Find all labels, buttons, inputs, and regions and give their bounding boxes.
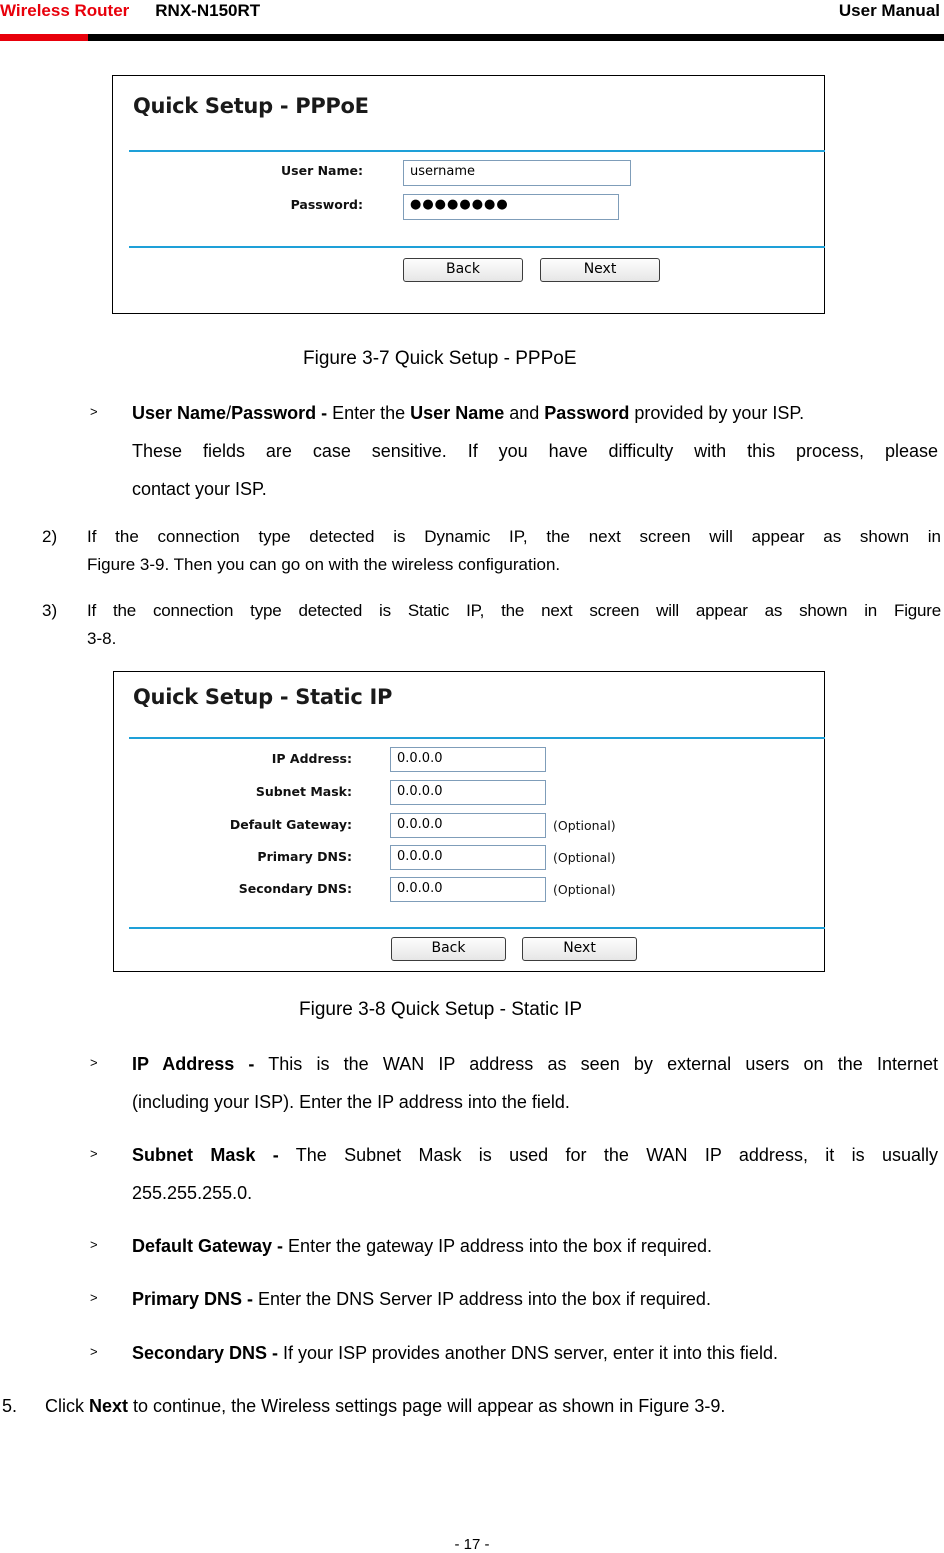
ip-address-input[interactable]: 0.0.0.0: [390, 747, 546, 772]
secondary-dns-input[interactable]: 0.0.0.0: [390, 877, 546, 902]
pppoe-back-button[interactable]: Back: [403, 258, 523, 282]
term-user-name-2: User Name: [410, 403, 505, 423]
figure-3-8-caption: Figure 3-8 Quick Setup - Static IP: [299, 999, 583, 1020]
header-product-name: Wireless Router: [0, 1, 130, 20]
pppoe-bullet-end: provided by your ISP.: [629, 403, 805, 423]
step-2-line2: Figure 3-9. Then you can go on with the wireless configuration.: [87, 555, 561, 574]
bullet-subnet-mask-line1: [132, 1136, 938, 1174]
pppoe-screenshot: [112, 75, 825, 314]
ip-address-label: IP Address:: [271, 751, 352, 766]
term-secondary-dns: Secondary DNS -: [132, 1343, 279, 1363]
header-rule-black: [88, 34, 944, 41]
bullet-arrow-icon: >: [90, 1146, 98, 1161]
term-password: Password -: [231, 403, 328, 423]
subnet-mask-input[interactable]: 0.0.0.0: [390, 780, 546, 805]
step-3-line1: If the connection type detected is Static IP, the next screen will appear as shown in Figure: [87, 601, 941, 620]
pppoe-next-button[interactable]: Next: [540, 258, 660, 282]
primary-dns-label: Primary DNS:: [257, 849, 352, 864]
bullet-subnet-mask-line2: 255.255.255.0.: [132, 1183, 253, 1203]
pppoe-bottom-divider: [129, 246, 825, 248]
bullet-default-gateway: [132, 1227, 938, 1265]
default-gateway-optional: (Optional): [553, 818, 616, 833]
step-2-number: 2): [42, 527, 58, 546]
bullet-ip-address-text: This is the WAN IP address as seen by external users on the Internet: [254, 1054, 938, 1074]
header-model: RNX-N150RT: [155, 1, 261, 20]
step-5-post: to continue, the Wireless settings page will appear as shown in Figure 3-9.: [128, 1396, 726, 1416]
figure-3-7-caption: Figure 3-7 Quick Setup - PPPoE: [303, 348, 577, 369]
bullet-arrow-icon: >: [90, 1290, 98, 1305]
step-3-line2: 3-8.: [87, 629, 117, 648]
static-back-button[interactable]: Back: [391, 937, 506, 961]
username-label: User Name:: [281, 163, 363, 178]
page-number: - 17 -: [454, 1536, 490, 1553]
pppoe-bullet-mid2: and: [504, 403, 545, 423]
pppoe-bullet-line2: These fields are case sensitive. If you have difficulty with this process, please: [132, 441, 938, 461]
bullet-secondary-dns: [132, 1334, 938, 1372]
static-next-button[interactable]: Next: [522, 937, 637, 961]
bullet-default-gateway-text: Enter the gateway IP address into the box if required.: [283, 1236, 712, 1256]
term-user-name: User Name: [132, 403, 227, 423]
header-rule-red: [0, 34, 90, 41]
header-product: [0, 1, 260, 21]
primary-dns-input[interactable]: 0.0.0.0: [390, 845, 546, 870]
secondary-dns-optional: (Optional): [553, 882, 616, 897]
term-separator: /: [226, 403, 232, 423]
subnet-mask-label: Subnet Mask:: [255, 784, 352, 799]
step-5-pre: Click: [45, 1396, 89, 1416]
bullet-arrow-icon: >: [90, 1237, 98, 1252]
bullet-ip-address-line1: [132, 1045, 938, 1083]
static-top-divider: [129, 737, 825, 739]
primary-dns-optional: (Optional): [553, 850, 616, 865]
term-default-gateway: Default Gateway -: [132, 1236, 284, 1256]
term-primary-dns: Primary DNS -: [132, 1289, 254, 1309]
term-password-2: Password: [544, 403, 630, 423]
bullet-secondary-dns-text: If your ISP provides another DNS server, enter it into this field.: [278, 1343, 778, 1363]
default-gateway-label: Default Gateway:: [229, 817, 352, 832]
header-doc-title: User Manual: [838, 1, 940, 20]
pppoe-top-divider: [129, 150, 825, 152]
static-ip-title: Quick Setup - Static IP: [133, 685, 393, 709]
bullet-subnet-mask-text: The Subnet Mask is used for the WAN IP address, it is usually: [278, 1145, 938, 1165]
pppoe-bullet-line3: contact your ISP.: [132, 479, 267, 499]
step-3-number: 3): [42, 601, 58, 620]
step-5-text: [45, 1387, 935, 1425]
step-5-number: 5.: [2, 1396, 18, 1416]
term-ip-address: IP Address -: [132, 1054, 255, 1074]
password-label: Password:: [290, 197, 363, 212]
pppoe-title: Quick Setup - PPPoE: [133, 94, 369, 118]
username-input[interactable]: username: [403, 160, 631, 186]
default-gateway-input[interactable]: 0.0.0.0: [390, 813, 546, 838]
password-input[interactable]: ●●●●●●●●: [403, 194, 619, 220]
bullet-arrow-icon: >: [90, 404, 98, 419]
term-next: Next: [89, 1396, 129, 1416]
term-subnet-mask: Subnet Mask -: [132, 1145, 279, 1165]
bullet-arrow-icon: >: [90, 1055, 98, 1070]
static-bottom-divider: [129, 927, 825, 929]
bullet-ip-address-line2: (including your ISP). Enter the IP address into the field.: [132, 1092, 570, 1112]
secondary-dns-label: Secondary DNS:: [238, 881, 352, 896]
bullet-arrow-icon: >: [90, 1344, 98, 1359]
pppoe-bullet-mid1: Enter the: [327, 403, 411, 423]
step-2-line1: If the connection type detected is Dynamic IP, the next screen will appear as shown in: [87, 527, 941, 546]
bullet-primary-dns-text: Enter the DNS Server IP address into the box if required.: [253, 1289, 711, 1309]
bullet-primary-dns: [132, 1280, 938, 1318]
static-ip-screenshot: [113, 671, 825, 972]
pppoe-bullet-line1: [132, 394, 938, 432]
